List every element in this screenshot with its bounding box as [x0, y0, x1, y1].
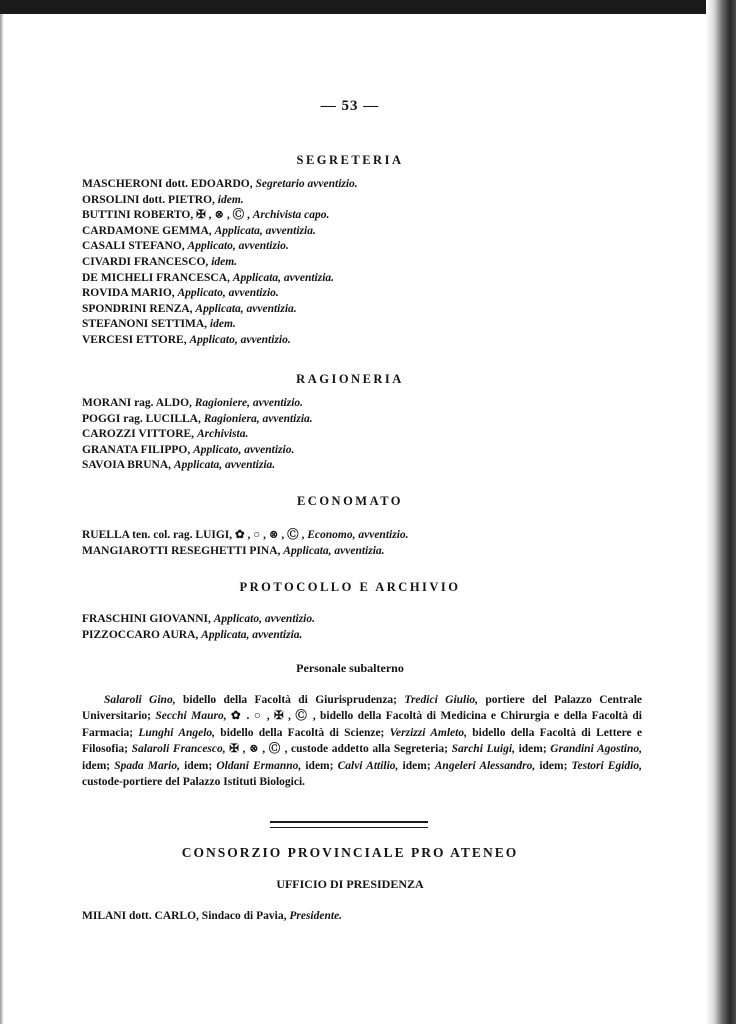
list-item	[82, 193, 642, 209]
person-name: Angeleri Alessandro,	[434, 759, 536, 772]
list-item	[82, 239, 642, 255]
list-item	[82, 443, 642, 459]
entry-role: Archivista capo.	[252, 209, 330, 222]
presidente-name: MILANI dott. CARLO, Sindaco di Pavia,	[82, 910, 290, 922]
entry-name: RUELLA ten. col. rag. LUIGI, ✿ , ○ , ⊗ , Ⓒ ,	[82, 529, 308, 541]
person-name: Sarchi Luigi,	[451, 743, 515, 756]
scan-book-spine	[706, 0, 736, 1024]
paragraph-text: bidello della Facoltà di Giurisprudenza;	[175, 694, 405, 706]
entry-role: idem.	[211, 255, 238, 268]
presidente-entry	[82, 910, 342, 922]
person-name: Tredici Giulio,	[404, 694, 479, 706]
list-item	[82, 333, 642, 349]
entry-name: CASALI STEFANO,	[82, 240, 188, 253]
list-item	[82, 628, 642, 644]
paragraph-text: bidello della Facoltà di Lettere e Filosofia;	[82, 726, 642, 756]
entry-name: ORSOLINI dott. PIETRO,	[82, 193, 218, 206]
list-item	[82, 302, 642, 318]
entry-role: Applicata, avventizia.	[232, 271, 335, 284]
entry-name: VERCESI ETTORE,	[82, 333, 190, 346]
entry-name: FRASCHINI GIOVANNI,	[82, 613, 214, 625]
list-item	[82, 255, 642, 271]
protocollo-list	[82, 612, 642, 643]
paragraph-text: idem;	[82, 759, 115, 772]
list-item	[82, 544, 642, 560]
paragraph-text: idem;	[398, 759, 435, 772]
consorzio-title: CONSORZIO PROVINCIALE PRO ATENEO	[181, 845, 519, 860]
entry-role: Ragioniere, avventizio.	[194, 397, 304, 409]
section-title-economato: ECONOMATO	[296, 494, 404, 508]
person-name: Salaroli Francesco,	[131, 743, 226, 756]
person-name: Verzizzi Amleto,	[389, 726, 467, 739]
entry-name: CARDAMONE GEMMA,	[82, 224, 215, 237]
entry-name: STEFANONI SETTIMA,	[82, 318, 210, 331]
section-divider	[270, 821, 428, 828]
entry-role: Applicato, avventizio.	[193, 443, 295, 456]
personale-subalterno-title: Personale subalterno	[296, 661, 404, 675]
ufficio-presidenza-title: UFFICIO DI PRESIDENZA	[276, 877, 424, 891]
entry-role: Applicato, avventizio.	[187, 240, 289, 253]
entry-role: Applicata, avventizia.	[173, 459, 276, 472]
list-item	[82, 208, 642, 224]
entry-role: Archivista.	[196, 428, 249, 441]
entry-name: GRANATA FILIPPO,	[82, 443, 194, 456]
list-item	[82, 224, 642, 240]
entry-role: Applicato, avventizio.	[189, 333, 291, 346]
entry-role: Segretario avventizio.	[255, 178, 358, 190]
entry-role: Economo, avventizio.	[307, 529, 409, 541]
person-name: Testori Egidio,	[571, 759, 642, 772]
paragraph-text: portiere del Palazzo Centrale Universitario;	[82, 694, 642, 723]
person-name: Lunghi Angelo,	[138, 726, 216, 739]
list-item	[82, 458, 642, 474]
paragraph-text: bidello della Facoltà di Scienze;	[215, 726, 390, 739]
person-name: Salaroli Gino,	[104, 694, 176, 706]
paragraph-text: idem;	[180, 759, 217, 772]
entry-name: CAROZZI VITTORE,	[82, 428, 197, 441]
entry-role: Applicata, avventizia.	[214, 224, 316, 237]
section-title-segreteria: SEGRETERIA	[296, 153, 404, 167]
list-item	[82, 612, 642, 628]
paragraph-text: ✿ . ○ , ✠ , Ⓒ , bidello della Facoltà di Medicina e Chirurgia e della Facoltà di Farmacia;	[82, 710, 642, 739]
entry-name: CIVARDI FRANCESCO,	[82, 255, 212, 268]
page-number: — 53 —	[320, 98, 380, 114]
entry-role: Ragioniera, avventizia.	[203, 412, 313, 425]
list-item	[82, 317, 642, 333]
list-item	[82, 271, 642, 287]
entry-role: Applicato, avventizio.	[177, 287, 279, 300]
entry-name: SPONDRINI RENZA,	[82, 302, 196, 315]
entry-name: DE MICHELI FRANCESCA,	[82, 271, 233, 284]
presidente-role: Presidente.	[289, 910, 343, 922]
person-name: Calvi Attilio,	[337, 759, 399, 772]
paragraph-text: custode-portiere del Palazzo Istituti Biologici.	[82, 776, 306, 789]
entry-role: Applicata, avventizia.	[283, 544, 385, 557]
entry-name: MASCHERONI dott. EDOARDO,	[82, 178, 256, 190]
personale-subalterno-paragraph	[82, 692, 642, 790]
entry-role: Applicata, avventizia.	[201, 628, 303, 641]
entry-role: Applicata, avventizia.	[195, 302, 297, 315]
entry-role: Applicato, avventizio.	[213, 613, 316, 625]
entry-name: POGGI rag. LUCILLA,	[82, 412, 204, 425]
list-item	[82, 412, 642, 428]
list-item	[82, 177, 642, 193]
list-item	[82, 396, 642, 412]
segreteria-list	[82, 177, 642, 349]
list-item	[82, 427, 642, 443]
entry-role: idem.	[217, 193, 244, 206]
section-title-ragioneria: RAGIONERIA	[296, 372, 404, 386]
economato-list	[82, 528, 642, 559]
ragioneria-list	[82, 396, 642, 474]
paragraph-text: ✠ , ⊗ , Ⓒ , custode addetto alla Segreteria;	[225, 743, 452, 756]
paragraph-text: idem;	[514, 743, 551, 756]
entry-name: MANGIAROTTI RESEGHETTI PINA,	[82, 544, 284, 557]
list-item	[82, 286, 642, 302]
person-name: Spada Mario,	[114, 759, 180, 772]
list-item	[82, 528, 642, 544]
paragraph-text: idem;	[301, 759, 338, 772]
entry-role: idem.	[209, 318, 236, 331]
entry-name: SAVOIA BRUNA,	[82, 459, 174, 472]
person-name: Secchi Mauro,	[155, 710, 227, 723]
entry-name: BUTTINI ROBERTO, ✠ , ⊗ , Ⓒ ,	[82, 209, 253, 222]
entry-name: ROVIDA MARIO,	[82, 287, 178, 300]
entry-name: PIZZOCCARO AURA,	[82, 628, 202, 641]
person-name: Grandini Agostino,	[550, 743, 643, 756]
entry-name: MORANI rag. ALDO,	[82, 397, 195, 409]
person-name: Oldani Ermanno,	[216, 759, 302, 772]
paragraph-text: idem;	[535, 759, 572, 772]
section-title-protocollo: PROTOCOLLO E ARCHIVIO	[239, 580, 461, 594]
